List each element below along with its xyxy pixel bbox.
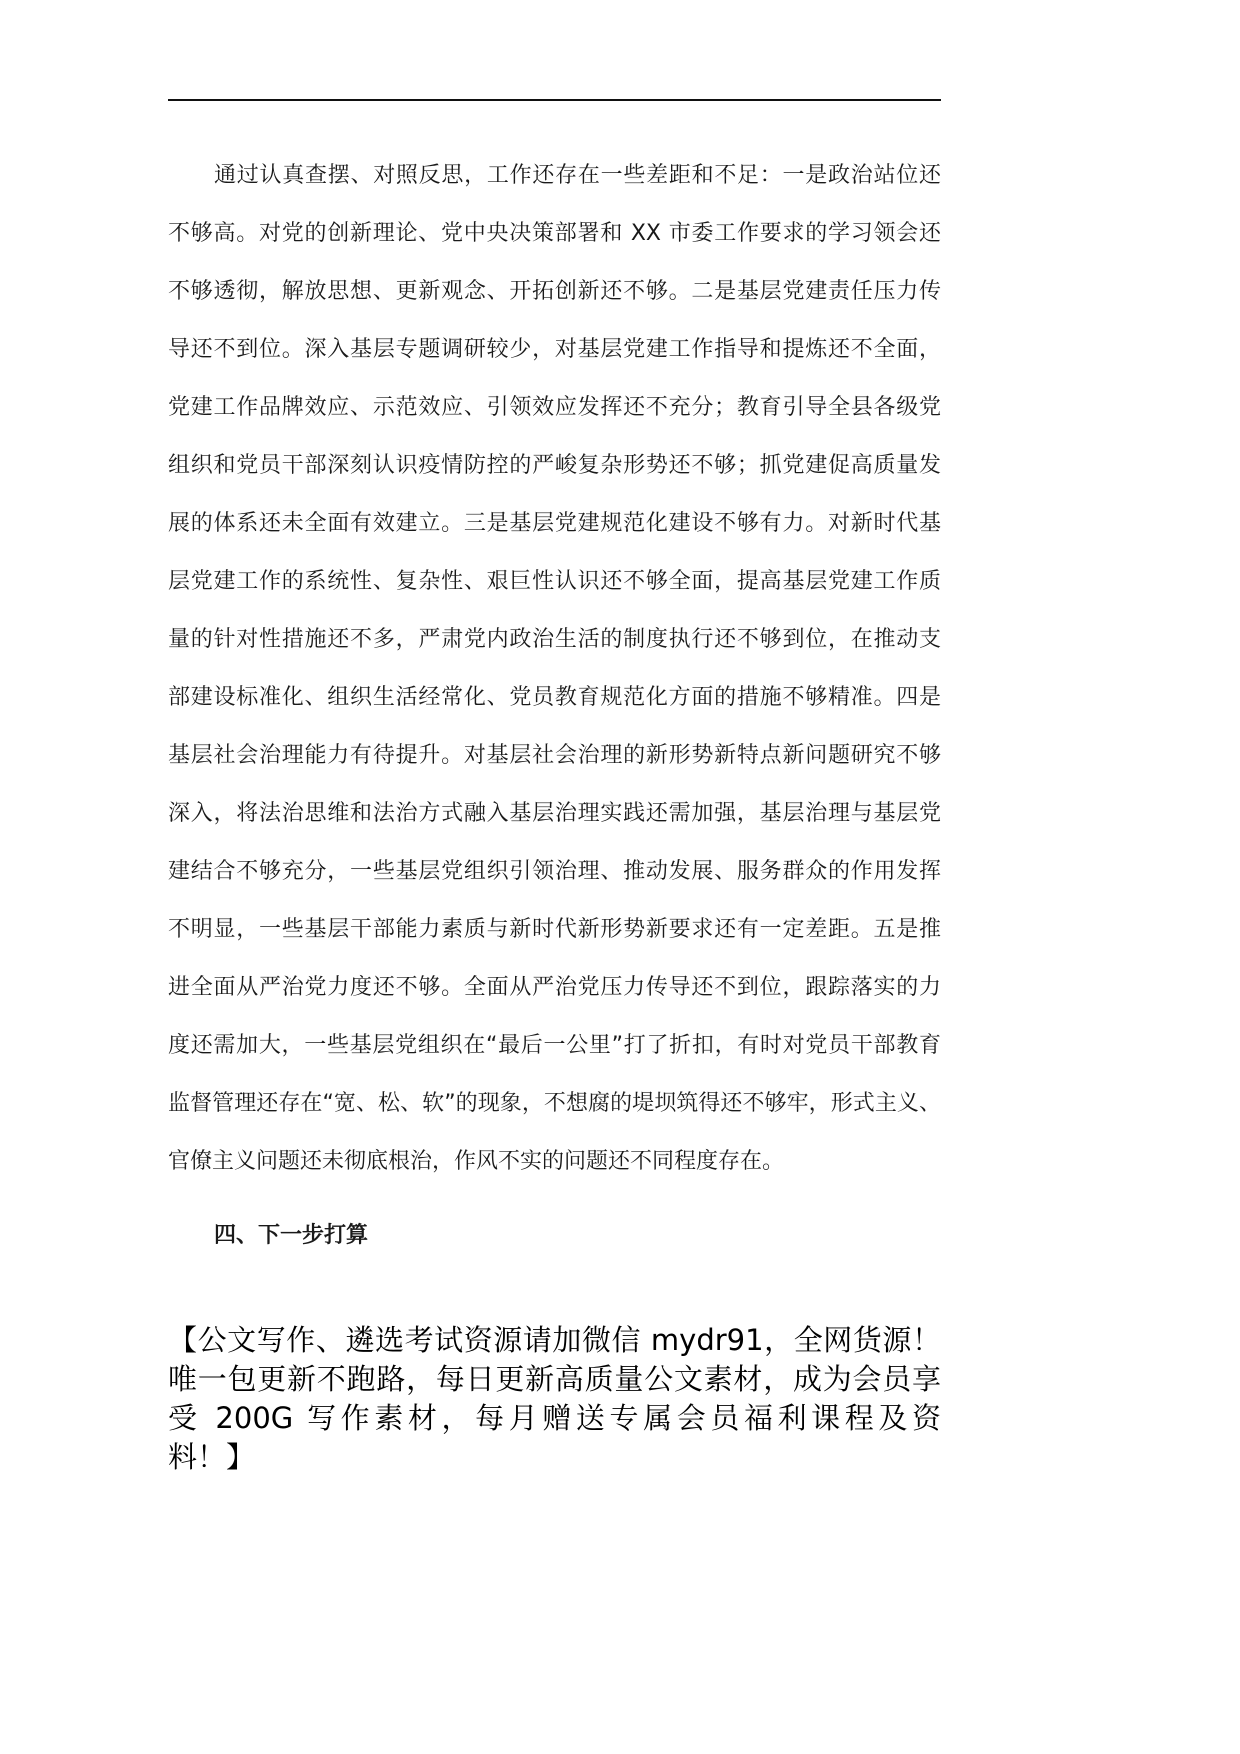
paragraph-line: 层党建工作的系统性、复杂性、艰巨性认识还不够全面，提高基层党建工作质 [168, 569, 941, 594]
paragraph-line: 党建工作品牌效应、示范效应、引领效应发挥还不充分；教育引导全县各级党 [168, 395, 941, 420]
paragraph-line: 度还需加大，一些基层党组织在“最后一公里”打了折扣，有时对党员干部教育 [168, 1033, 941, 1058]
promo-line: 唯一包更新不跑路，每日更新高质量公文素材，成为会员享 [168, 1362, 941, 1396]
header-rule [168, 99, 941, 101]
paragraph-line: 官僚主义问题还未彻底根治，作风不实的问题还不同程度存在。 [168, 1149, 785, 1174]
paragraph-line: 组织和党员干部深刻认识疫情防控的严峻复杂形势还不够；抓党建促高质量发 [168, 453, 941, 478]
paragraph-line: 展的体系还未全面有效建立。三是基层党建规范化建设不够有力。对新时代基 [168, 511, 941, 536]
paragraph-line: 不明显，一些基层干部能力素质与新时代新形势新要求还有一定差距。五是推 [168, 917, 941, 942]
paragraph-line: 基层社会治理能力有待提升。对基层社会治理的新形势新特点新问题研究不够 [168, 743, 941, 768]
paragraph-line: 部建设标准化、组织生活经常化、党员教育规范化方面的措施不够精准。四是 [168, 685, 941, 710]
paragraph-line: 进全面从严治党力度还不够。全面从严治党压力传导还不到位，跟踪落实的力 [168, 975, 941, 1000]
promo-line: 料！】 [168, 1440, 256, 1474]
promo-line: 受 200G 写作素材，每月赠送专属会员福利课程及资 [168, 1401, 941, 1435]
paragraph-line: 不够高。对党的创新理论、党中央决策部署和 XX 市委工作要求的学习领会还 [168, 221, 941, 246]
paragraph-line: 量的针对性措施还不多，严肃党内政治生活的制度执行还不够到位，在推动支 [168, 627, 941, 652]
paragraph-line: 深入，将法治思维和法治方式融入基层治理实践还需加强，基层治理与基层党 [168, 801, 941, 826]
paragraph-line: 监督管理还存在“宽、松、软”的现象，不想腐的堤坝筑得还不够牢，形式主义、 [168, 1091, 941, 1116]
paragraph-line: 建结合不够充分，一些基层党组织引领治理、推动发展、服务群众的作用发挥 [168, 859, 941, 884]
promo-line: 【公文写作、遴选考试资源请加微信 mydr91，全网货源！ [168, 1323, 941, 1357]
paragraph-line: 导还不到位。深入基层专题调研较少，对基层党建工作指导和提炼还不全面， [168, 337, 941, 362]
section-heading: 四、下一步打算 [214, 1223, 369, 1248]
paragraph-line: 通过认真查摆、对照反思，工作还存在一些差距和不足：一是政治站位还 [214, 163, 941, 188]
paragraph-line: 不够透彻，解放思想、更新观念、开拓创新还不够。二是基层党建责任压力传 [168, 279, 941, 304]
